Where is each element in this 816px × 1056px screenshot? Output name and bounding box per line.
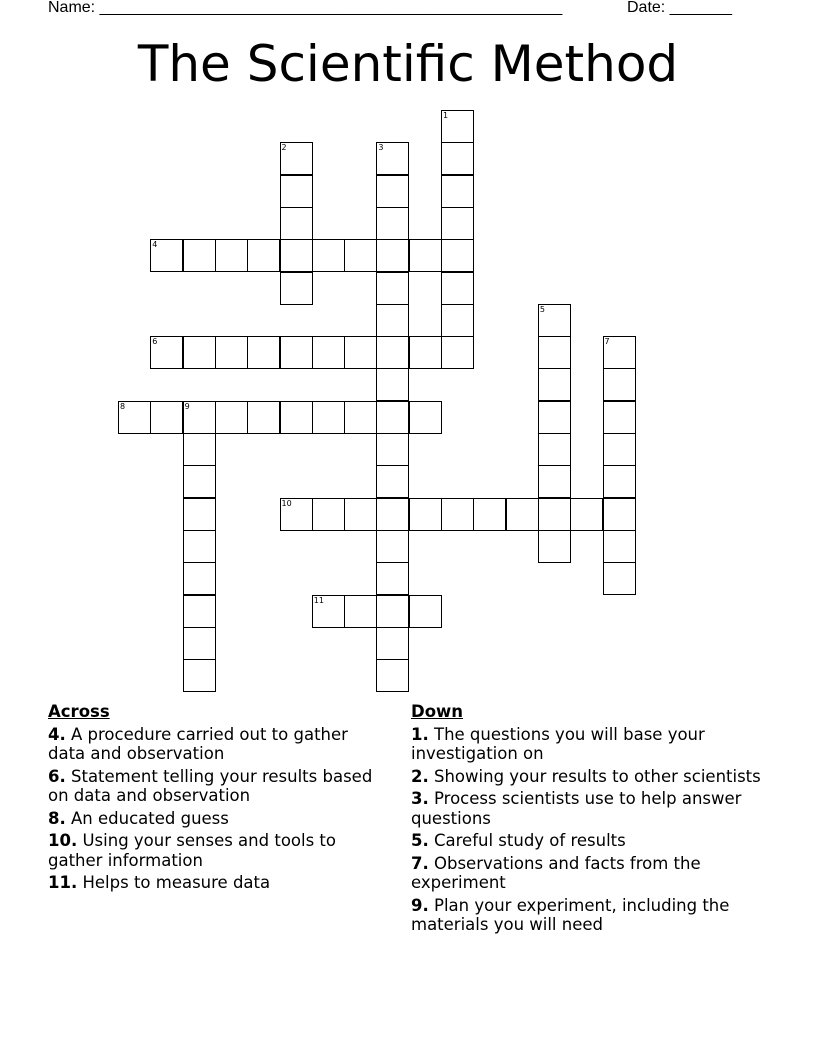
crossword-cell[interactable] <box>603 530 636 563</box>
crossword-cell[interactable] <box>215 401 248 434</box>
crossword-cell[interactable] <box>312 401 345 434</box>
crossword-cell[interactable] <box>538 465 571 498</box>
crossword-cell[interactable] <box>280 401 313 434</box>
crossword-cell[interactable] <box>441 336 474 369</box>
crossword-cell[interactable] <box>603 433 636 466</box>
clue-text: Process scientists use to help answer questions <box>411 789 742 828</box>
crossword-cell[interactable] <box>441 498 474 531</box>
crossword-cell[interactable] <box>376 304 409 337</box>
cell-number: 2 <box>281 143 287 153</box>
crossword-cell[interactable] <box>409 336 442 369</box>
clue-text: Showing your results to other scientists <box>434 766 761 786</box>
crossword-cell[interactable] <box>376 239 409 272</box>
clue-number: 10. <box>48 831 78 850</box>
down-clue-1 <box>411 725 761 764</box>
crossword-cell[interactable] <box>344 336 377 369</box>
crossword-cell[interactable] <box>344 498 377 531</box>
crossword-cell[interactable] <box>441 239 474 272</box>
crossword-cell[interactable] <box>183 562 216 595</box>
clue-text: An educated guess <box>71 808 229 828</box>
clue-number: 5. <box>411 831 429 850</box>
crossword-cell[interactable] <box>603 498 636 531</box>
crossword-cell[interactable] <box>183 239 216 272</box>
crossword-cell[interactable] <box>409 595 442 628</box>
crossword-cell[interactable] <box>376 142 409 175</box>
crossword-cell[interactable] <box>376 336 409 369</box>
cell-number: 4 <box>152 240 158 250</box>
crossword-cell[interactable] <box>376 433 409 466</box>
crossword-cell[interactable] <box>247 336 280 369</box>
crossword-cell[interactable] <box>215 336 248 369</box>
page-title: The Scientific Method <box>137 35 679 93</box>
down-clue-9 <box>411 896 761 935</box>
crossword-cell[interactable] <box>183 530 216 563</box>
clue-text: Plan your experiment, including the materials you will need <box>411 895 730 934</box>
clue-number: 2. <box>411 766 429 786</box>
crossword-cell[interactable] <box>538 304 571 337</box>
clue-number: 6. <box>48 766 66 786</box>
clue-number: 1. <box>411 724 429 744</box>
crossword-cell[interactable] <box>312 498 345 531</box>
crossword-cell[interactable] <box>603 465 636 498</box>
clue-number: 9. <box>411 895 429 915</box>
crossword-cell[interactable] <box>376 175 409 208</box>
clue-number: 11. <box>48 873 78 892</box>
clue-number: 3. <box>411 789 429 808</box>
crossword-cell[interactable] <box>344 595 377 628</box>
clue-text: Statement telling your results based on data and observation <box>48 766 373 805</box>
crossword-cell[interactable] <box>441 304 474 337</box>
crossword-cell[interactable] <box>376 498 409 531</box>
crossword-cell[interactable] <box>441 207 474 240</box>
down-clues <box>411 702 761 938</box>
crossword-cell[interactable] <box>376 595 409 628</box>
crossword-cell[interactable] <box>603 368 636 401</box>
crossword-cell[interactable] <box>183 433 216 466</box>
crossword-cell[interactable] <box>150 239 183 272</box>
cell-number: 9 <box>184 401 190 411</box>
clue-text: Using your senses and tools to gather information <box>48 831 336 870</box>
across-clue-8 <box>48 809 388 829</box>
across-clue-list <box>48 725 388 893</box>
crossword-cell[interactable] <box>376 401 409 434</box>
crossword-cell[interactable] <box>247 401 280 434</box>
crossword-cell[interactable] <box>473 498 506 531</box>
crossword-cell[interactable] <box>215 239 248 272</box>
clue-number: 4. <box>48 724 66 744</box>
down-heading: Down <box>411 702 464 721</box>
crossword-cell[interactable] <box>183 627 216 660</box>
cell-number: 1 <box>443 111 449 120</box>
crossword-cell[interactable] <box>376 562 409 595</box>
across-clues <box>48 702 388 896</box>
crossword-cell[interactable] <box>312 239 345 272</box>
cell-number: 11 <box>313 595 324 605</box>
crossword-cell[interactable] <box>280 498 313 531</box>
crossword-cell[interactable] <box>538 336 571 369</box>
crossword-cell[interactable] <box>603 562 636 595</box>
clue-text: A procedure carried out to gather data and observation <box>48 724 348 763</box>
crossword-cell[interactable] <box>376 627 409 660</box>
crossword-cell[interactable] <box>312 595 345 628</box>
crossword-cell[interactable] <box>183 498 216 531</box>
name-field-label[interactable]: Name: ____________________________________________________ <box>48 0 563 16</box>
crossword-cell[interactable] <box>538 401 571 434</box>
crossword-cell[interactable] <box>118 401 151 434</box>
crossword-cell[interactable] <box>376 659 409 692</box>
cell-number: 5 <box>539 304 545 314</box>
crossword-cell[interactable] <box>280 336 313 369</box>
crossword-cell[interactable] <box>603 401 636 434</box>
crossword-cell[interactable] <box>280 142 313 175</box>
crossword-cell[interactable] <box>247 239 280 272</box>
crossword-cell[interactable] <box>506 498 539 531</box>
across-heading: Across <box>48 702 110 721</box>
date-field-label[interactable]: Date: _______ <box>627 0 732 16</box>
clue-text: Careful study of results <box>434 831 626 850</box>
cell-number: 10 <box>281 498 292 508</box>
across-clue-10 <box>48 831 388 870</box>
crossword-cell[interactable] <box>280 175 313 208</box>
crossword-cell[interactable] <box>150 336 183 369</box>
clue-text: Helps to measure data <box>82 873 271 892</box>
crossword-cell[interactable] <box>538 433 571 466</box>
down-clue-list <box>411 725 761 935</box>
crossword-cell[interactable] <box>409 498 442 531</box>
clue-number: 8. <box>48 808 66 828</box>
cell-number: 3 <box>378 143 384 153</box>
crossword-cell[interactable] <box>603 336 636 369</box>
across-clue-6 <box>48 767 388 806</box>
across-clue-11 <box>48 873 388 893</box>
crossword-cell[interactable] <box>441 142 474 175</box>
crossword-cell[interactable] <box>409 401 442 434</box>
across-clue-4 <box>48 725 388 764</box>
crossword-cell[interactable] <box>538 498 571 531</box>
crossword-cell[interactable] <box>280 239 313 272</box>
crossword-cell[interactable] <box>183 336 216 369</box>
crossword-cell[interactable] <box>376 465 409 498</box>
crossword-cell[interactable] <box>570 498 603 531</box>
down-clue-7 <box>411 854 761 893</box>
crossword-cell[interactable] <box>183 595 216 628</box>
down-clue-3 <box>411 789 761 828</box>
crossword-cell[interactable] <box>183 659 216 692</box>
crossword-cell[interactable] <box>344 401 377 434</box>
crossword-cell[interactable] <box>376 207 409 240</box>
crossword-cell[interactable] <box>409 239 442 272</box>
crossword-cell[interactable] <box>441 110 474 143</box>
crossword-cell[interactable] <box>280 272 313 305</box>
clue-text: The questions you will base your investigation on <box>411 724 705 763</box>
cell-number: 8 <box>120 401 126 411</box>
crossword-cell[interactable] <box>150 401 183 434</box>
crossword-cell[interactable] <box>344 239 377 272</box>
crossword-cell[interactable] <box>183 465 216 498</box>
crossword-cell[interactable] <box>538 368 571 401</box>
crossword-cell[interactable] <box>441 175 474 208</box>
cell-number: 6 <box>152 337 158 347</box>
crossword-cell[interactable] <box>376 368 409 401</box>
cell-number: 7 <box>604 337 610 347</box>
crossword-cell[interactable] <box>280 207 313 240</box>
down-clue-5 <box>411 831 761 851</box>
crossword-cell[interactable] <box>376 272 409 305</box>
crossword-cell[interactable] <box>376 530 409 563</box>
clue-text: Observations and facts from the experiment <box>411 853 701 892</box>
crossword-cell[interactable] <box>441 272 474 305</box>
crossword-cell[interactable] <box>538 530 571 563</box>
crossword-cell[interactable] <box>183 401 216 434</box>
down-clue-2 <box>411 767 761 787</box>
crossword-cell[interactable] <box>312 336 345 369</box>
clue-number: 7. <box>411 853 429 873</box>
